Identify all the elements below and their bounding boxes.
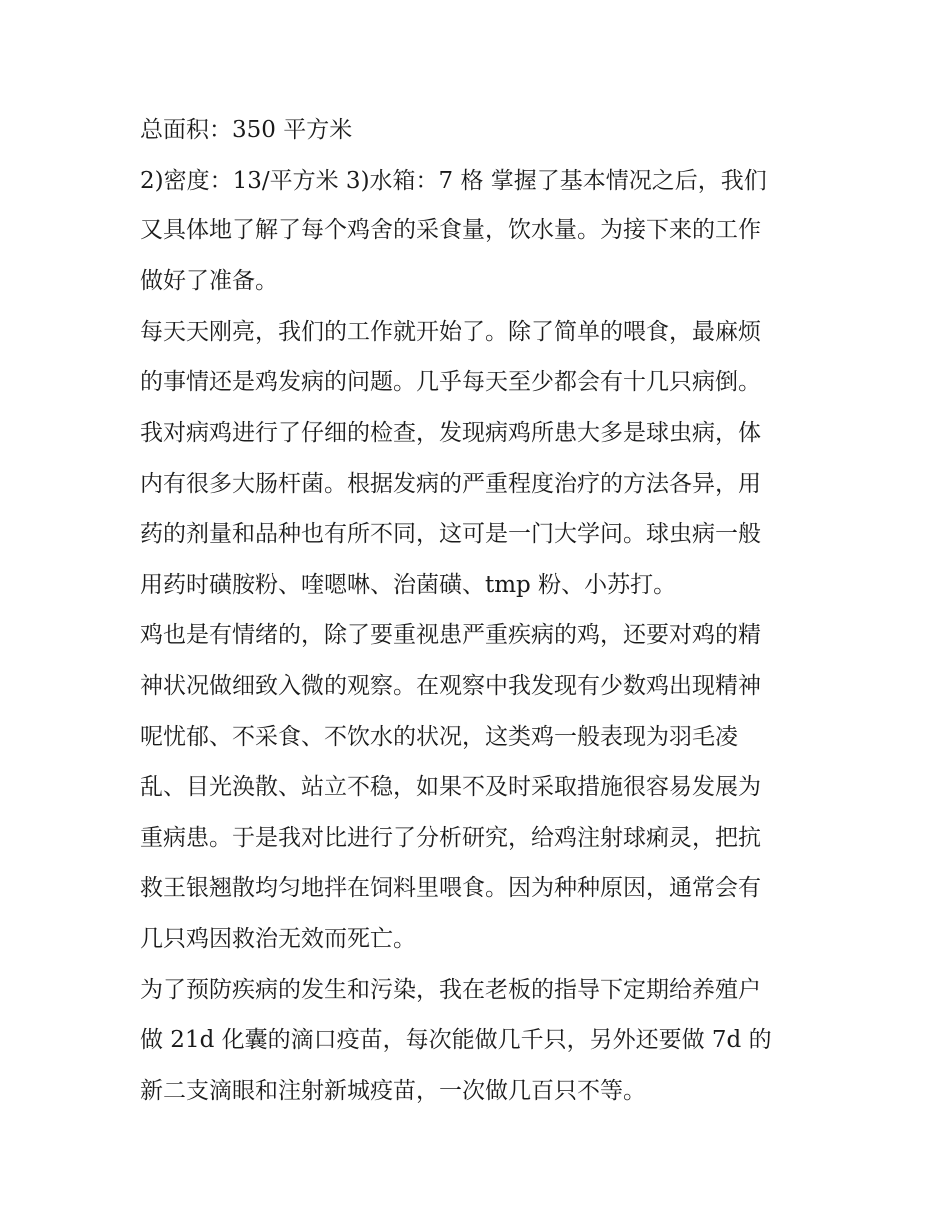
text-line: 用药时磺胺粉、喹嗯啉、治菌磺、tmp 粉、小苏打。	[140, 572, 677, 598]
text-line: 神状况做细致入微的观察。在观察中我发现有少数鸡出现精神	[140, 673, 761, 699]
text-line: 为了预防疾病的发生和污染，我在老板的指导下定期给养殖户	[140, 977, 761, 1003]
text-line: 新二支滴眼和注射新城疫苗，一次做几百只不等。	[140, 1078, 646, 1104]
text-line: 我对病鸡进行了仔细的检查，发现病鸡所患大多是球虫病，体	[140, 420, 761, 446]
text-line: 乱、目光涣散、站立不稳，如果不及时采取措施很容易发展为	[140, 774, 761, 800]
text-line: 药的剂量和品种也有所不同，这可是一门大学问。球虫病一般	[140, 521, 761, 547]
text-line: 做 21d 化囊的滴口疫苗，每次能做几千只，另外还要做 7d 的	[140, 1027, 772, 1053]
text-line: 重病患。于是我对比进行了分析研究，给鸡注射球痢灵，把抗	[140, 825, 761, 851]
text-line: 几只鸡因救治无效而死亡。	[140, 926, 416, 952]
text-line: 总面积：350 平方米	[140, 117, 353, 143]
text-line: 救王银翘散均匀地拌在饲料里喂食。因为种种原因，通常会有	[140, 875, 761, 901]
text-line: 鸡也是有情绪的，除了要重视患严重疾病的鸡，还要对鸡的精	[140, 622, 761, 648]
text-line: 呢忧郁、不采食、不饮水的状况，这类鸡一般表现为羽毛凌	[140, 724, 738, 750]
text-line: 的事情还是鸡发病的问题。几乎每天至少都会有十几只病倒。	[140, 369, 761, 395]
text-line: 内有很多大肠杆菌。根据发病的严重程度治疗的方法各异，用	[140, 471, 761, 497]
text-line: 做好了准备。	[140, 268, 278, 294]
text-line: 每天天刚亮，我们的工作就开始了。除了简单的喂食，最麻烦	[140, 319, 761, 345]
text-line: 2)密度：13/平方米 3)水箱：7 格 掌握了基本情况之后，我们	[140, 168, 767, 194]
text-line: 又具体地了解了每个鸡舍的采食量，饮水量。为接下来的工作	[140, 217, 761, 243]
